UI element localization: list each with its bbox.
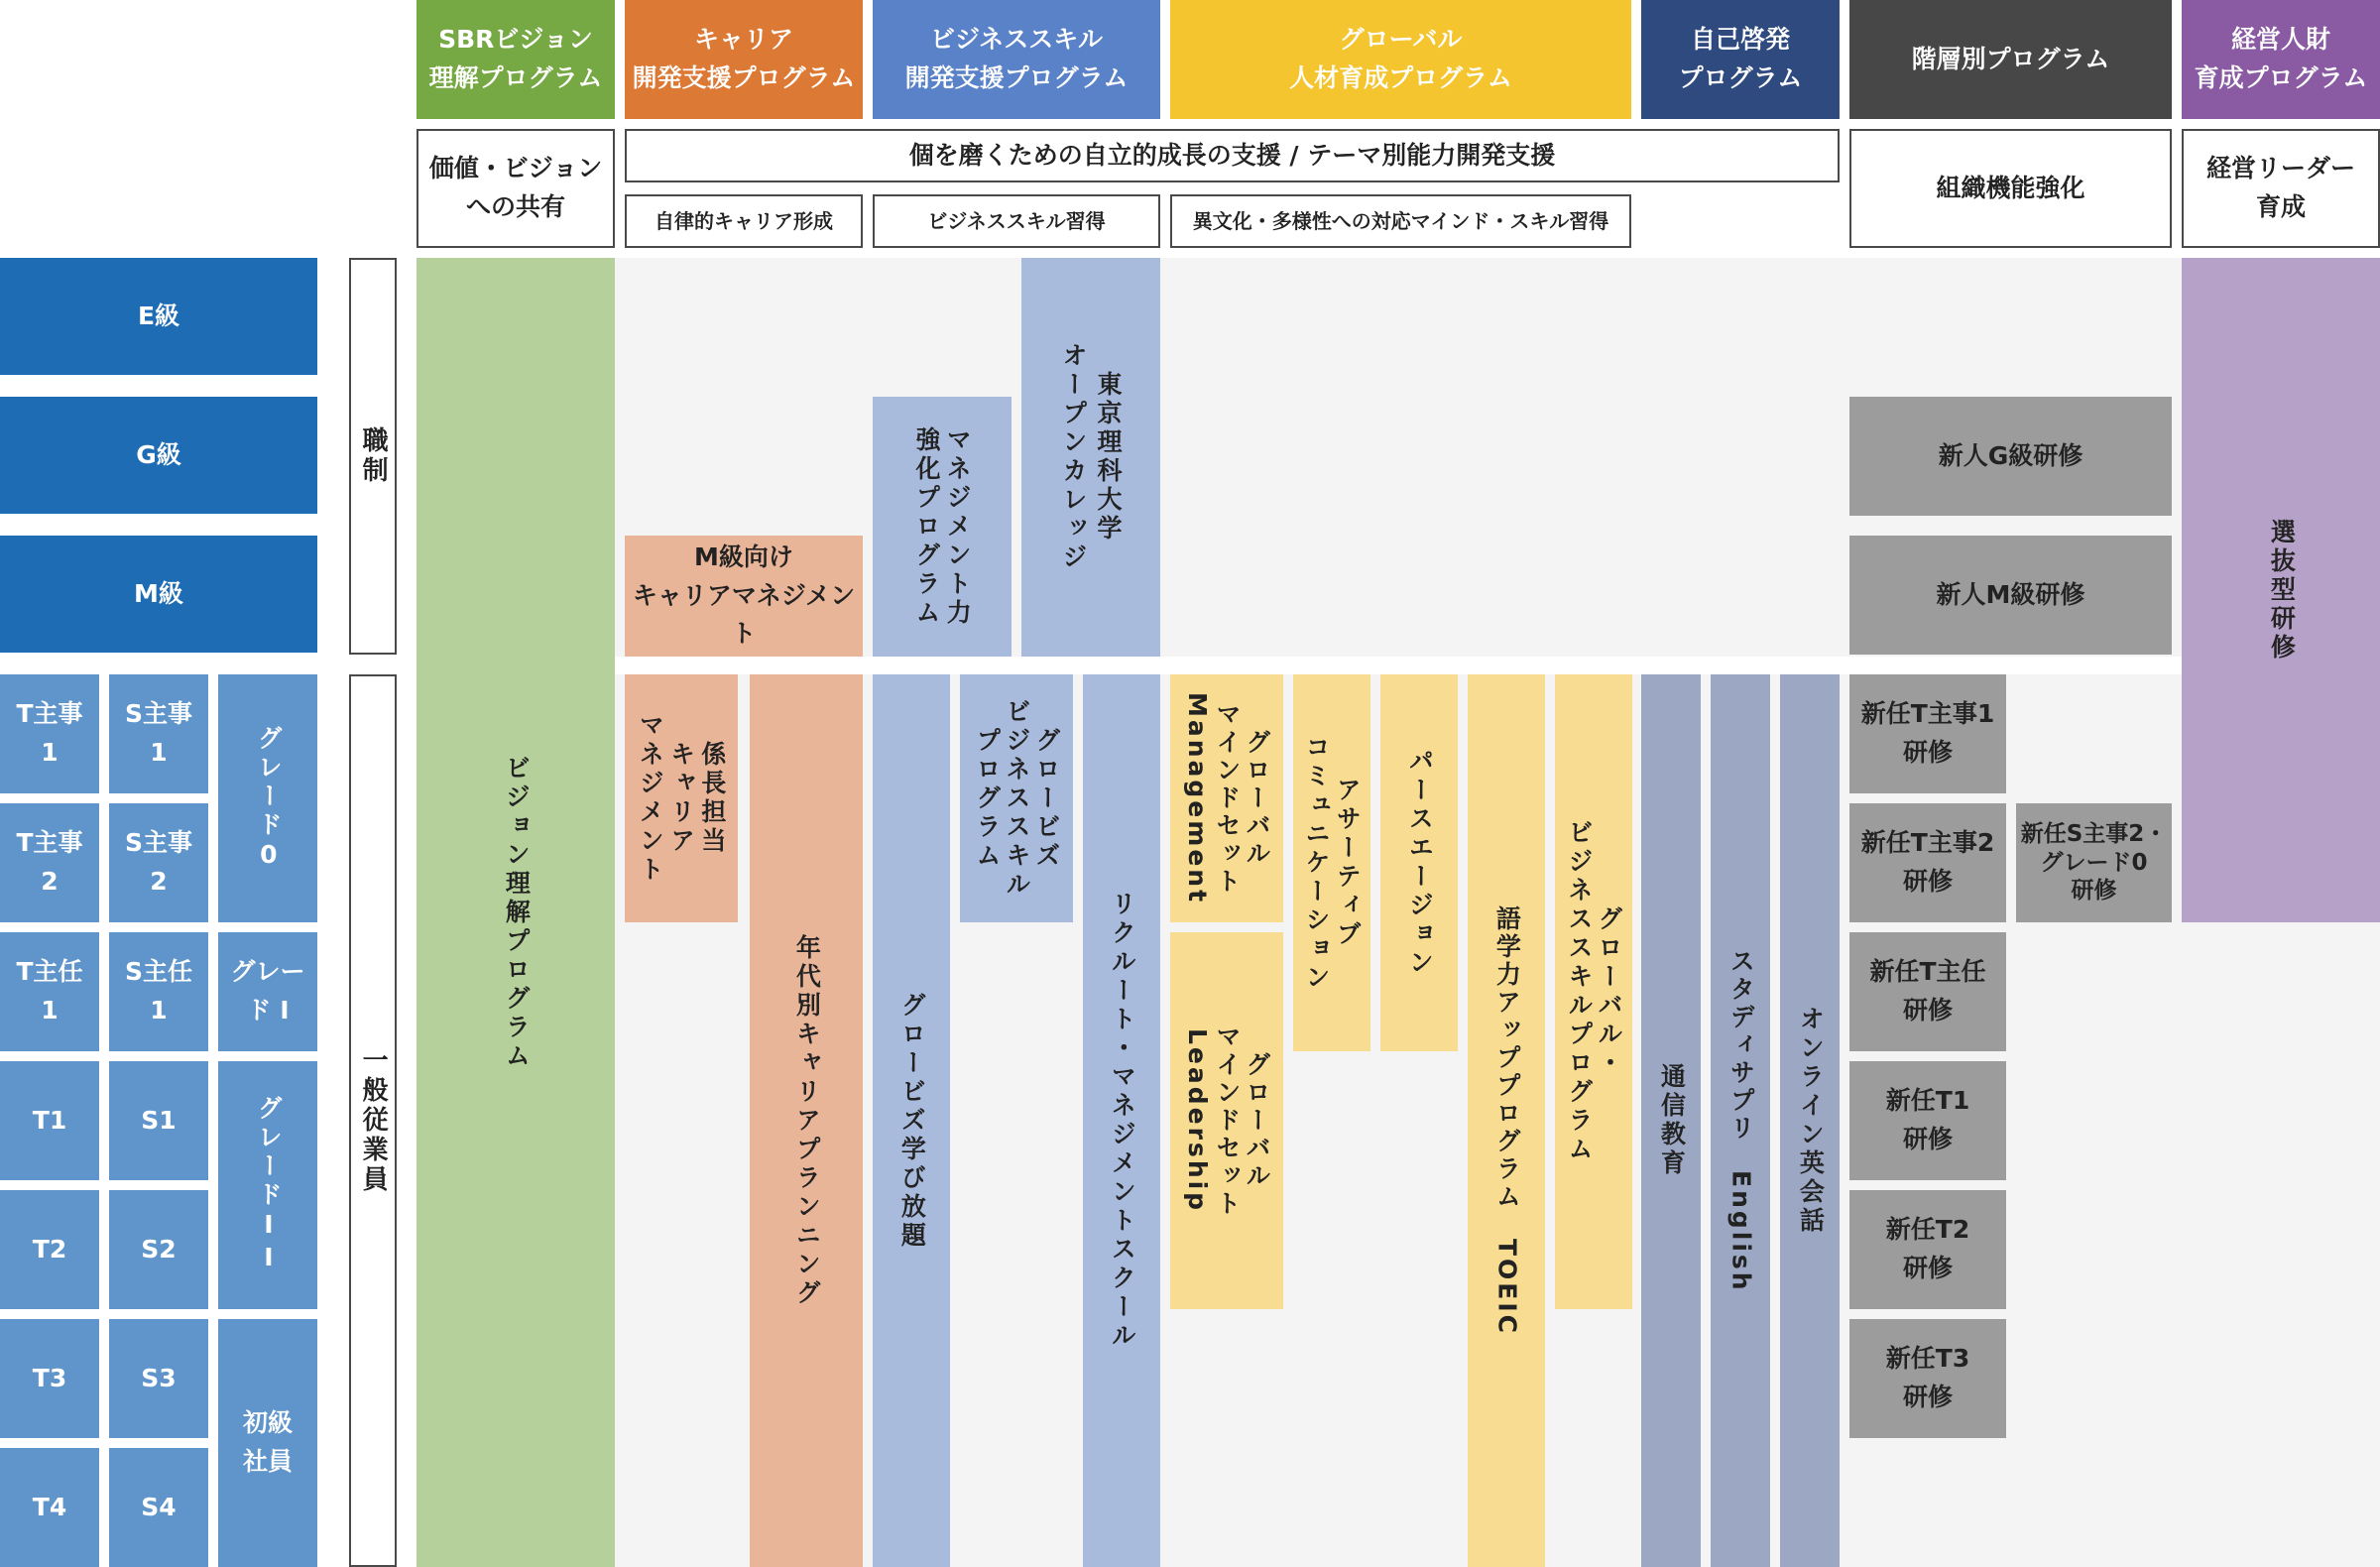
grade-t-shunin-1: T主任 1 [0,932,99,1051]
tsushin-kyoiku: 通信教育 [1641,674,1701,1567]
category-ippan: 一般従業員 [349,674,397,1567]
gm-management: グローバル マインドセット Management [1170,674,1283,922]
header-self-development: 自己啓発 プログラム [1641,0,1840,119]
grade-t4: T4 [0,1448,99,1567]
nendai-career-planning: 年代別キャリアプランニング [750,674,863,1567]
header-layered: 階層別プログラム [1849,0,2172,119]
vision-program: ビジョン理解プログラム [416,258,615,1567]
header-business-skill: ビジネススキル 開発支援プログラム [873,0,1160,119]
assertive-communication: アサーティブ コミュニケーション [1293,674,1370,1051]
grade-t3: T3 [0,1319,99,1438]
subheader-skill: ビジネススキル習得 [873,194,1160,248]
header-global: グローバル 人材育成プログラム [1170,0,1631,119]
header-career: キャリア 開発支援プログラム [625,0,863,119]
gm-leadership: グローバル マインドセット Leadership [1170,932,1283,1309]
global-business-skill: グローバル・ ビジネススキルプログラム [1555,674,1632,1309]
t-shuji2-training: 新任T主事2 研修 [1849,803,2006,922]
grade-s-shuji-1: S主事 1 [109,674,208,793]
kakaricho-career: 係長担当 キャリア マネジメント [625,674,738,922]
grade-s-shuji-2: S主事 2 [109,803,208,922]
grade-s2: S2 [109,1190,208,1309]
grade-t-shuji-2: T主事 2 [0,803,99,922]
t2-training: 新任T2 研修 [1849,1190,2006,1309]
gogaku-toeic: 語学力アッププログラム TOEIC [1468,674,1545,1567]
m-career-management: M級向け キャリアマネジメント [625,536,863,657]
studysapuri-english: スタディサプリ English [1711,674,1770,1567]
subheader-global: 異文化・多様性への対応マインド・スキル習得 [1170,194,1631,248]
grade-s4: S4 [109,1448,208,1567]
grade-t1: T1 [0,1061,99,1180]
grade-g: G級 [0,397,317,514]
grade-s3: S3 [109,1319,208,1438]
subheader-org: 組織機能強化 [1849,129,2172,248]
new-m-training: 新人M級研修 [1849,536,2172,655]
subheader-vision-sharing: 価値・ビジョン への共有 [416,129,615,248]
grade-2: グレードII [218,1061,317,1309]
t1-training: 新任T1 研修 [1849,1061,2006,1180]
selective-training: 選抜型研修 [2182,258,2380,922]
grade-m: M級 [0,536,317,653]
t-shunin-training: 新任T主任 研修 [1849,932,2006,1051]
new-g-training: 新人G級研修 [1849,397,2172,516]
grade-0: グレード0 [218,674,317,922]
header-executive: 経営人財 育成プログラム [2182,0,2380,119]
management-power: マネジメント力 強化プログラム [873,397,1012,657]
s-shuji2-training: 新任S主事2・ グレード0 研修 [2016,803,2172,922]
persuasion: パースエージョン [1380,674,1458,1051]
grade-1: グレー ド I [218,932,317,1051]
header-sbr-vision: SBRビジョン 理解プログラム [416,0,615,119]
globis-skill: グロービズ ビジネススキル プログラム [960,674,1073,922]
grade-e: E級 [0,258,317,375]
grade-s1: S1 [109,1061,208,1180]
t-shuji1-training: 新任T主事1 研修 [1849,674,2006,793]
subheader-career: 自律的キャリア形成 [625,194,863,248]
grade-s-shunin-1: S主任 1 [109,932,208,1051]
subheader-leader: 経営リーダー 育成 [2182,129,2380,248]
subheader-growth: 個を磨くための自立的成長の支援 / テーマ別能力開発支援 [625,129,1840,182]
grade-t-shuji-1: T主事 1 [0,674,99,793]
category-shokusei: 職制 [349,258,397,655]
grade-t2: T2 [0,1190,99,1309]
t3-training: 新任T3 研修 [1849,1319,2006,1438]
grade-shokyu: 初級 社員 [218,1319,317,1567]
online-eikaiwa: オンライン英会話 [1780,674,1840,1567]
globis-manabi: グロービズ学び放題 [873,674,950,1567]
recruit-school: リクルート・マネジメントスクール [1083,674,1160,1567]
tokyo-rika-college: 東京理科大学 オープンカレッジ [1021,258,1160,657]
